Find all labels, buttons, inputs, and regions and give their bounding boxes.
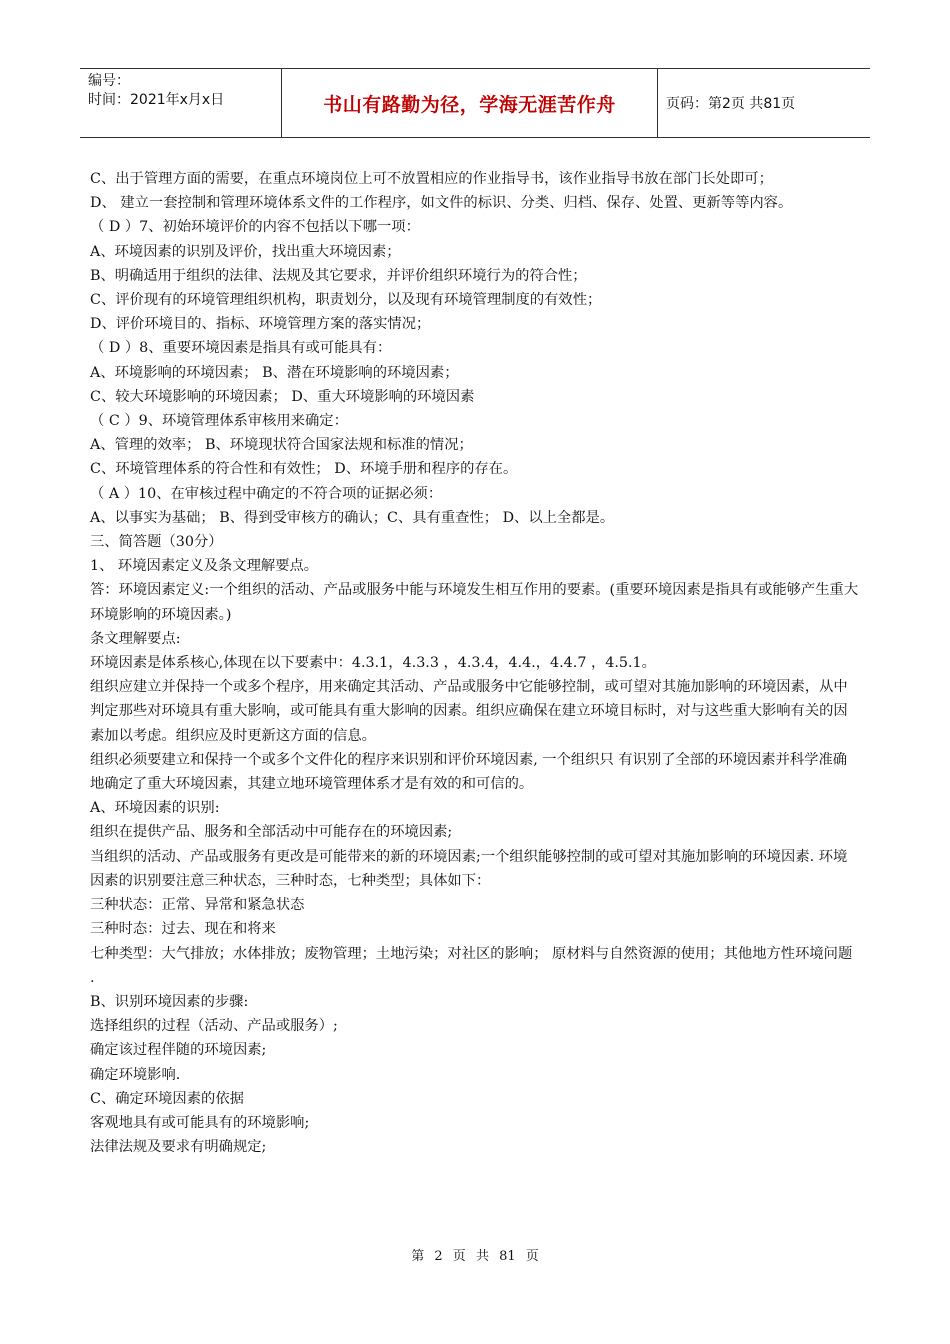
body-paragraph: （ A ）10、在审核过程中确定的不符合项的证据必须： bbox=[90, 485, 443, 502]
footer-di: 第 bbox=[411, 1249, 425, 1264]
body-paragraph: 确定环境影响. bbox=[90, 1066, 181, 1083]
body-paragraph: 三种时态：过去、现在和将来 bbox=[90, 921, 276, 938]
footer-page-number: 2 bbox=[434, 1249, 443, 1264]
body-paragraph: 当组织的活动、产品或服务有更改是可能带来的新的环境因素;一个组织能够控制的或可望对其施加影响的环境因素. 环境因素的识别要注意三种状态，三种时态，七种类型；具体如下： bbox=[90, 848, 848, 889]
body-paragraph: A、管理的效率； B、环境现状符合国家法规和标准的情况； bbox=[90, 437, 473, 454]
body-paragraph: C、环境管理体系的符合性和有效性； D、环境手册和程序的存在。 bbox=[90, 461, 518, 478]
body-paragraph: C、评价现有的环境管理组织机构，职责划分，以及现有环境管理制度的有效性； bbox=[90, 292, 602, 309]
body-paragraph: 选择组织的过程（活动、产品或服务）; bbox=[90, 1018, 338, 1035]
page-footer bbox=[0, 1245, 950, 1264]
body-paragraph: A、环境因素的识别: bbox=[90, 800, 220, 817]
document-number-label: 编号： bbox=[88, 73, 130, 89]
page-header bbox=[80, 68, 870, 138]
footer-ye-end: 页 bbox=[525, 1249, 539, 1264]
body-paragraph: 1、 环境因素定义及条文理解要点。 bbox=[90, 558, 319, 575]
footer-ye: 页 bbox=[452, 1249, 466, 1264]
document-time-label: 时间：2021年x月x日 bbox=[88, 92, 225, 108]
body-paragraph: 条文理解要点: bbox=[90, 630, 181, 647]
footer-total-pages: 81 bbox=[499, 1249, 516, 1264]
body-paragraph: 确定该过程伴随的环境因素; bbox=[90, 1042, 267, 1059]
header-motto: 书山有路勤为径，学海无涯苦作舟 bbox=[282, 69, 658, 137]
body-paragraph: A、以事实为基础； B、得到受审核方的确认；C、具有重查性； D、以上全都是。 bbox=[90, 509, 615, 526]
header-meta bbox=[80, 69, 282, 137]
body-paragraph: A、环境影响的环境因素； B、潜在环境影响的环境因素； bbox=[90, 364, 459, 381]
body-paragraph: 三种状态：正常、异常和紧急状态 bbox=[90, 897, 305, 914]
body-paragraph: C、出于管理方面的需要，在重点环境岗位上可不放置相应的作业指导书，该作业指导书放在部门长处即可； bbox=[90, 171, 773, 187]
header-page-info: 页码：第2页 共81页 bbox=[666, 96, 796, 112]
body-paragraph: D、评价环境目的、指标、环境管理方案的落实情况； bbox=[90, 316, 431, 333]
body-paragraph: 法律法规及要求有明确规定; bbox=[90, 1139, 267, 1156]
footer-gong: 共 bbox=[475, 1249, 489, 1264]
body-paragraph: （ C ）9、环境管理体系审核用来确定： bbox=[90, 413, 348, 430]
body-paragraph: 环境因素是体系核心,体现在以下要素中：4.3.1，4.3.3 ，4.3.4，4.4.，4.4.7 ，4.5.1。 bbox=[90, 655, 656, 672]
body-paragraph: C、确定环境因素的依据 bbox=[90, 1090, 244, 1107]
body-paragraph: 组织应建立并保持一个或多个程序，用来确定其活动、产品或服务中它能够控制，或可望对其施加影响的环境因素，从中判定那些对环境具有重大影响，或可能具有重大影响的因素。组织应确保在建立环境目标时，对与这些重大影响有关的因素加以考虑。组织应及时更新这方面的信息。 bbox=[90, 679, 848, 744]
body-paragraph: 组织在提供产品、服务和全部活动中可能存在的环境因素; bbox=[90, 824, 453, 841]
body-paragraph: D、 建立一套控制和管理环境体系文件的工作程序，如文件的标识、分类、归档、保存、处置、更新等等内容。 bbox=[90, 195, 793, 212]
body-paragraph: （ D ）7、初始环境评价的内容不包括以下哪一项： bbox=[90, 219, 420, 236]
body-paragraph: C、较大环境影响的环境因素； D、重大环境影响的环境因素 bbox=[90, 388, 475, 405]
body-paragraph: 答：环境因素定义:一个组织的活动、产品或服务中能与环境发生相互作用的要素。(重要环境因素是指具有或能够产生重大环境影响的环境因素。) bbox=[90, 582, 859, 623]
body-paragraph: B、识别环境因素的步骤: bbox=[90, 993, 249, 1010]
body-paragraph: 三、简答题（30分） bbox=[90, 534, 223, 551]
body-paragraph: A、环境因素的识别及评价，找出重大环境因素； bbox=[90, 243, 401, 260]
body-paragraph: 客观地具有或可能具有的环境影响; bbox=[90, 1114, 310, 1131]
body-paragraph: （ D ）8、重要环境因素是指具有或可能具有： bbox=[90, 340, 392, 357]
body-paragraph: 七种类型：大气排放；水体排放；废物管理；土地污染；对社区的影响； 原材料与自然资源的使用；其他地方性环境问题 . bbox=[90, 945, 853, 986]
body-paragraph: B、明确适用于组织的法律、法规及其它要求，并评价组织环境行为的符合性； bbox=[90, 267, 587, 284]
body-paragraph: 组织必须要建立和保持一个或多个文件化的程序来识别和评价环境因素, 一个组织只 有识别了全部的环境因素并科学准确地确定了重大环境因素，其建立地环境管理体系才是有效的和可信的。 bbox=[90, 751, 848, 793]
document-body bbox=[90, 167, 860, 1159]
